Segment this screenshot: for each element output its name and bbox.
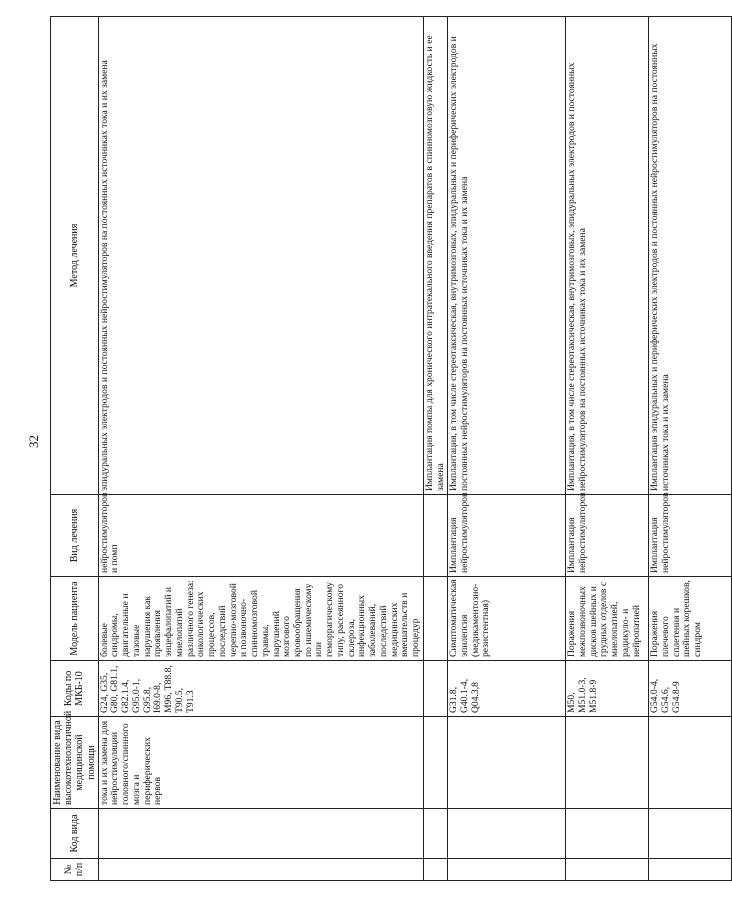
cell-type: Имплантация нейростимуляторов [649,495,732,577]
cell-num [423,859,447,881]
cell-model: Поражения плечевого сплетения и шейных корешков, синдром [649,577,732,661]
cell-model: болевые синдромы, двигательные и тазовые нарушения как проявления энцефалопатий и миелопатий различного генеза: онкологических процессов, последствий черепно-мозговой и позвоночно-спинномозговой травмы, нарушений мозгового кровообращения по ишемическому или геморрагическому типу, рассеянного склероза, инфекционных заболеваний, последствий медицинских вмешательств и процедур [98,577,423,661]
cell-num [649,859,732,881]
table-row [423,17,447,881]
cell-type: нейростимуляторов и помп [98,495,423,577]
page-number: 32 [26,435,41,448]
cell-icd: M50, M51.0-3, M51.8-9 [566,661,649,717]
cell-name [448,717,566,809]
cell-code [98,809,423,859]
table-row [566,17,649,881]
header-name: Наименование вида высокотехнологичной медицинской помощи [51,717,99,809]
cell-num [98,859,423,881]
cell-model [423,577,447,661]
header-icd: Коды по МКБ-10 [51,661,99,717]
table-header-row [51,17,99,881]
cell-name [566,717,649,809]
cell-code [649,809,732,859]
cell-method: Имплантация, в том числе стереотаксическая, внутримозговых, эпидуральных электродов и постоянных нейростимуляторов на постоянных источниках тока и их замена [566,17,649,495]
cell-code [448,809,566,859]
cell-num [448,859,566,881]
cell-icd [423,661,447,717]
cell-code [566,809,649,859]
cell-model: Симптоматическая эпилепсия (медикаментозно-резистентная) [448,577,566,661]
table-row [98,17,423,881]
cell-type: Имплантация нейростимуляторов [448,495,566,577]
header-method: Метод лечения [51,17,99,495]
cell-model: Поражения межпозвоночных дисков шейных и грудных отделов с миелопатией, радикуло- и нейропатией [566,577,649,661]
table-row [448,17,566,881]
cell-method: Имплантация, в том числе стереотаксическая, внутримозговых, эпидуральных и периферических электродов и постоянных нейростимуляторов на постоянных источниках тока и их замена [448,17,566,495]
cell-method: Имплантация помпы для хронического интратекального введения препаратов в спинномозговую жидкость и ее замена [423,17,447,495]
header-num: № п/п [51,859,99,881]
cell-type: Имплантация нейростимуляторов [566,495,649,577]
header-model: Модель пациента [51,577,99,661]
treatment-table [50,16,732,881]
cell-type [423,495,447,577]
header-type: Вид лечения [51,495,99,577]
cell-method: эпидуральных электродов и постоянных нейростимуляторов на постоянных источниках тока и их замена [98,17,423,495]
header-code: Код вида [51,809,99,859]
cell-num [566,859,649,881]
cell-icd: G31.8, G40.1-4, Q04.3,8 [448,661,566,717]
cell-icd: G54.0-4, G54.6, G54.8-9 [649,661,732,717]
cell-name: тока и их замена для нейростимуляции головного/спинного мозга и периферических нервов [98,717,423,809]
rotated-table-container [50,17,704,881]
cell-code [423,809,447,859]
cell-name [423,717,447,809]
cell-icd: G24, G35, G80, G81.1, G82.1.4, G95.0-1, G95.8, I69.0-8, M96, T88.8, T90.5, T91.3 [98,661,423,717]
cell-name [649,717,732,809]
cell-method: Имплантация эпидуральных и периферических электродов и постоянных нейростимуляторов на постоянных источниках тока и их замена [649,17,732,495]
table-row [649,17,732,881]
